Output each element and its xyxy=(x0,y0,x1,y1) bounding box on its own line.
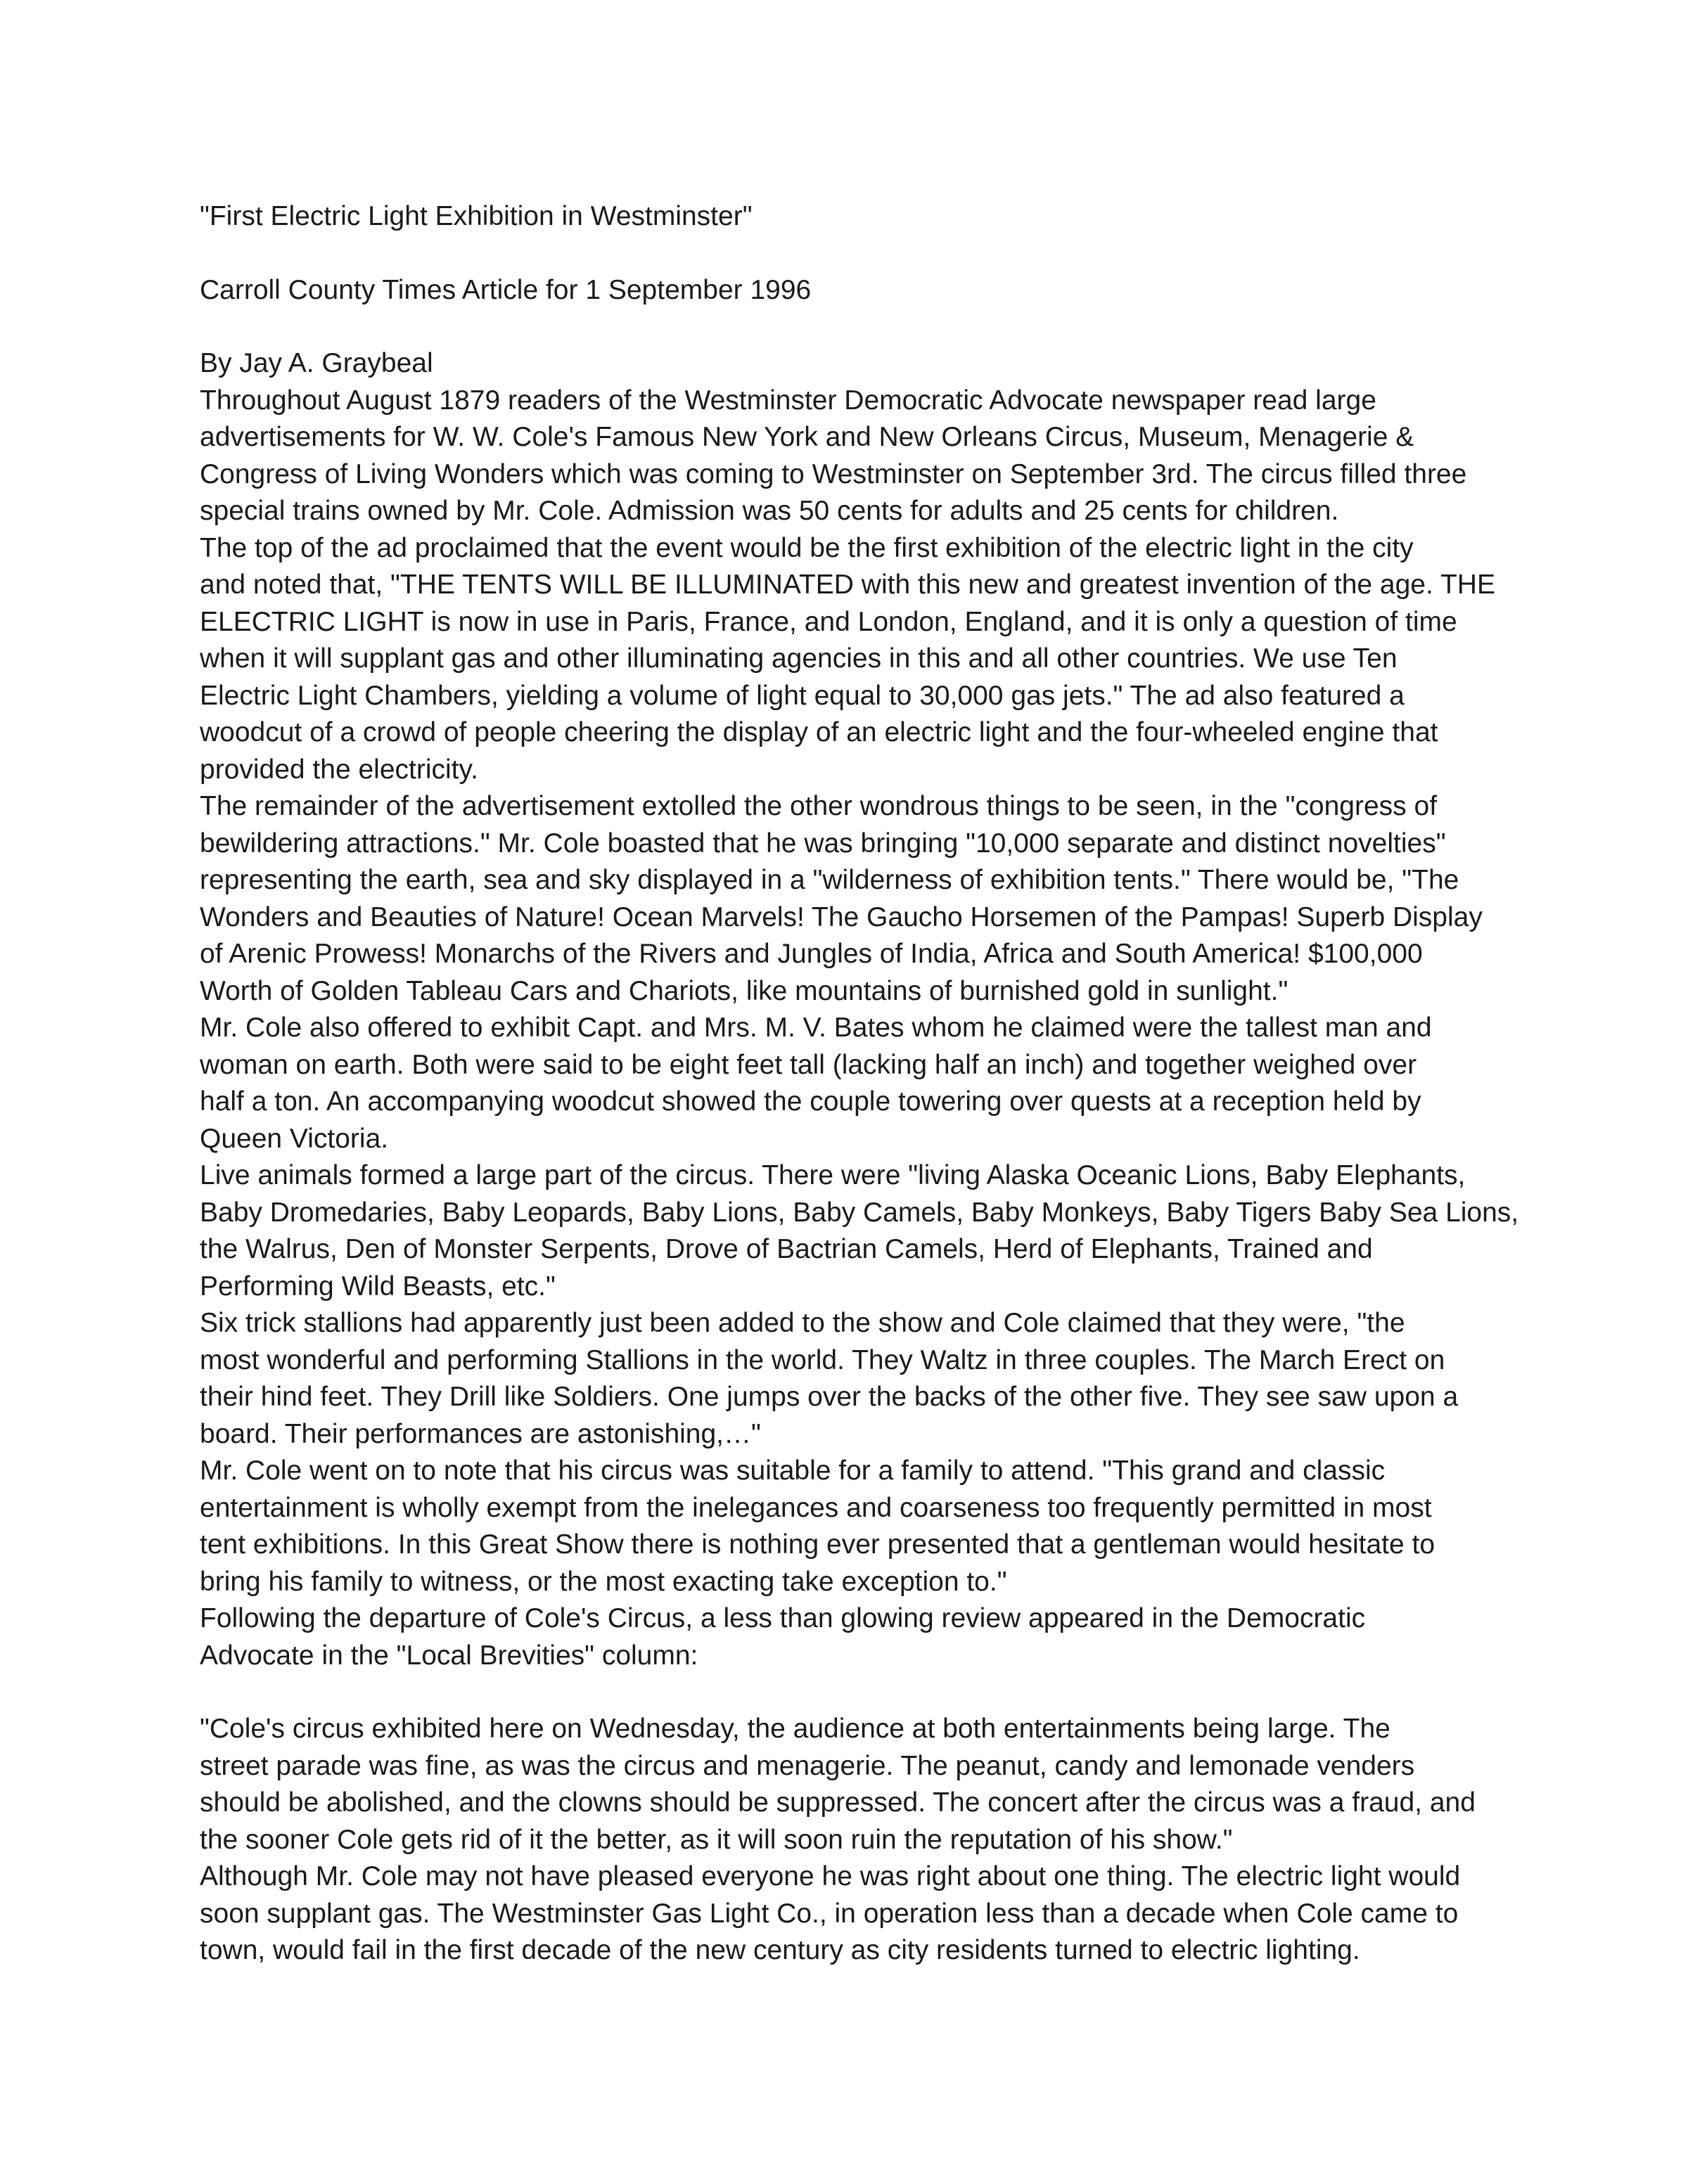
text-line: woodcut of a crowd of people cheering the display of an electric light and the four-wheeled engine that xyxy=(200,717,1438,747)
text-line: woman on earth. Both were said to be eight feet tall (lacking half an inch) and together weighed over xyxy=(200,1049,1417,1080)
text-line: bring his family to witness, or the most exacting take exception to." xyxy=(200,1566,1007,1597)
text-line: bewildering attractions." Mr. Cole boasted that he was bringing "10,000 separate and distinct novelties" xyxy=(200,828,1446,859)
text-line: Mr. Cole went on to note that his circus was suitable for a family to attend. "This grand and classic xyxy=(200,1456,1386,1486)
text-line: provided the electricity. xyxy=(200,754,478,785)
text-line: soon supplant gas. The Westminster Gas Light Co., in operation less than a decade when Cole came to xyxy=(200,1898,1459,1929)
paragraph-2 xyxy=(200,530,1508,789)
text-line: Baby Dromedaries, Baby Leopards, Baby Lions, Baby Camels, Baby Monkeys, Baby Tigers Baby Sea Lions, xyxy=(200,1197,1519,1228)
quote-line: should be abolished, and the clowns should be suppressed. The concert after the circus was a fraud, and xyxy=(200,1787,1476,1818)
text-line: tent exhibitions. In this Great Show there is nothing ever presented that a gentleman would hesitate to xyxy=(200,1529,1436,1560)
text-line: The top of the ad proclaimed that the event would be the first exhibition of the electric light in the city xyxy=(200,532,1414,563)
text-line: the Walrus, Den of Monster Serpents, Drove of Bactrian Camels, Herd of Elephants, Trained and xyxy=(200,1234,1373,1264)
text-line: representing the earth, sea and sky displayed in a "wilderness of exhibition tents." There would be, "The xyxy=(200,865,1459,895)
paragraph-3 xyxy=(200,788,1508,1010)
text-line: Wonders and Beauties of Nature! Ocean Marvels! The Gaucho Horsemen of the Pampas! Superb Display xyxy=(200,901,1483,932)
text-line: and noted that, "THE TENTS WILL BE ILLUMINATED with this new and greatest invention of the age. THE xyxy=(200,570,1495,600)
text-line: entertainment is wholly exempt from the inelegances and coarseness too frequently permitted in most xyxy=(200,1492,1432,1523)
text-line: Advocate in the "Local Brevities" column: xyxy=(200,1640,698,1671)
text-line: Although Mr. Cole may not have pleased everyone he was right about one thing. The electric light would xyxy=(200,1861,1461,1891)
text-line: town, would fail in the first decade of the new century as city residents turned to electric lighting. xyxy=(200,1935,1360,1965)
text-line: Queen Victoria. xyxy=(200,1123,389,1154)
paragraph-7 xyxy=(200,1453,1508,1600)
article-byline: By Jay A. Graybeal xyxy=(200,348,433,378)
text-line: Following the departure of Cole's Circus, a less than glowing review appeared in the Democratic xyxy=(200,1603,1366,1633)
paragraph-1 xyxy=(200,383,1508,530)
text-line: their hind feet. They Drill like Soldiers. One jumps over the backs of the other five. They see saw upon a xyxy=(200,1382,1459,1412)
quote-line: street parade was fine, as was the circus and menagerie. The peanut, candy and lemonade venders xyxy=(200,1750,1415,1781)
quote-line: "Cole's circus exhibited here on Wednesday, the audience at both entertainments being large. The xyxy=(200,1714,1390,1744)
article-body xyxy=(200,383,1519,1970)
text-line: Throughout August 1879 readers of the Westminster Democratic Advocate newspaper read large xyxy=(200,385,1376,416)
text-line: The remainder of the advertisement extolled the other wondrous things to be seen, in the "congress of xyxy=(200,791,1438,821)
paragraph-6 xyxy=(200,1305,1508,1453)
document-page xyxy=(200,198,1519,1970)
text-line: Worth of Golden Tableau Cars and Chariots, like mountains of burnished gold in sunlight." xyxy=(200,975,1289,1006)
text-line: half a ton. An accompanying woodcut showed the couple towering over quests at a reception held by xyxy=(200,1086,1421,1117)
text-line: board. Their performances are astonishing,…" xyxy=(200,1418,761,1449)
text-line: ELECTRIC LIGHT is now in use in Paris, France, and London, England, and it is only a question of time xyxy=(200,606,1457,637)
text-line: Electric Light Chambers, yielding a volume of light equal to 30,000 gas jets." The ad also featured a xyxy=(200,680,1405,711)
article-subtitle: Carroll County Times Article for 1 September 1996 xyxy=(200,274,812,305)
text-line: advertisements for W. W. Cole's Famous New York and New Orleans Circus, Museum, Menagerie & xyxy=(200,422,1414,452)
block-quote xyxy=(200,1711,1508,1858)
article-title: "First Electric Light Exhibition in Westminster" xyxy=(200,201,753,231)
text-line: special trains owned by Mr. Cole. Admission was 50 cents for adults and 25 cents for children. xyxy=(200,496,1339,526)
text-line: Mr. Cole also offered to exhibit Capt. and Mrs. M. V. Bates whom he claimed were the tallest man and xyxy=(200,1013,1432,1043)
text-line: Performing Wild Beasts, etc." xyxy=(200,1271,556,1302)
text-line: Live animals formed a large part of the circus. There were "living Alaska Oceanic Lions, Baby Elephants, xyxy=(200,1160,1466,1190)
text-line: Congress of Living Wonders which was coming to Westminster on September 3rd. The circus filled three xyxy=(200,458,1467,489)
text-line: Six trick stallions had apparently just been added to the show and Cole claimed that they were, "the xyxy=(200,1308,1405,1338)
paragraph-8 xyxy=(200,1600,1508,1674)
closing-paragraph xyxy=(200,1858,1508,1970)
text-line: of Arenic Prowess! Monarchs of the Rivers and Jungles of India, Africa and South America! $100,000 xyxy=(200,939,1423,969)
text-line: most wonderful and performing Stallions in the world. They Waltz in three couples. The March Erect on xyxy=(200,1344,1445,1375)
quote-line: the sooner Cole gets rid of it the better, as it will soon ruin the reputation of his show." xyxy=(200,1824,1233,1855)
text-line: when it will supplant gas and other illuminating agencies in this and all other countries. We use Ten xyxy=(200,643,1398,674)
paragraph-5 xyxy=(200,1157,1519,1305)
paragraph-4 xyxy=(200,1010,1508,1157)
